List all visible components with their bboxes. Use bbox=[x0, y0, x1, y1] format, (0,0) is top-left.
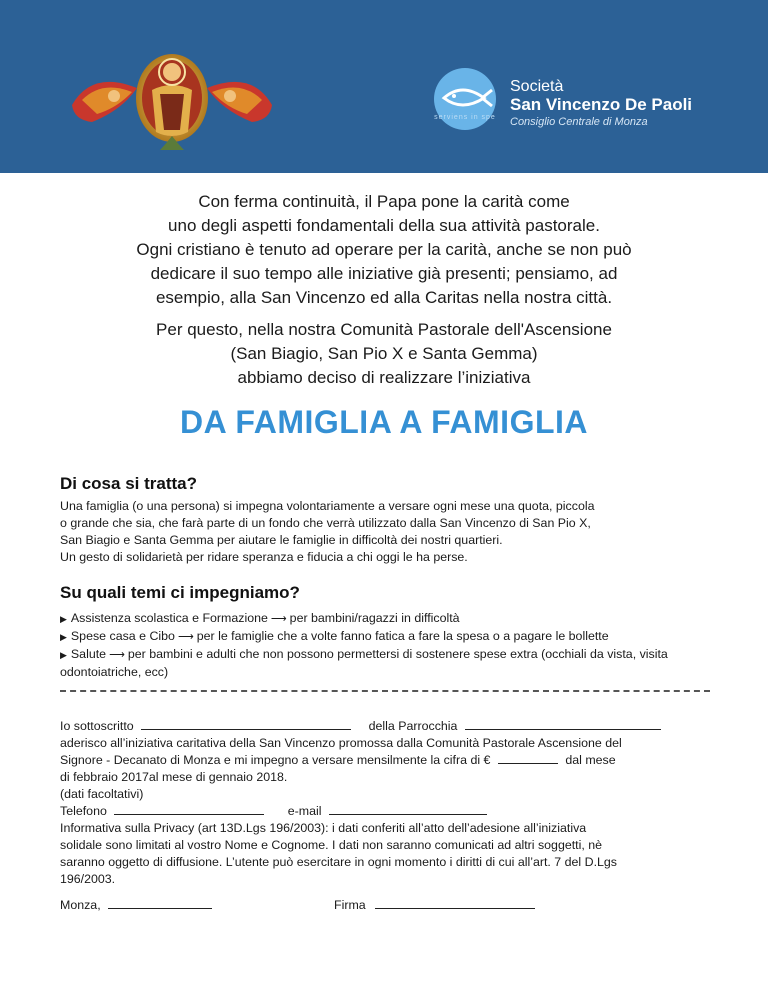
topic-target: per bambini/ragazzi in difficoltà bbox=[289, 611, 460, 625]
body-line: San Biagio e Santa Gemma per aiutare le famiglie in difficoltà dei nostri quartieri. bbox=[60, 533, 503, 547]
organization-name bbox=[510, 78, 692, 130]
section-heading-topics: Su quali temi ci impegniamo? bbox=[60, 583, 300, 602]
org-line-1: Società bbox=[510, 78, 564, 95]
intro-line: Per questo, nella nostra Comunità Pastorale dell'Ascensione bbox=[156, 320, 612, 339]
topic-target: per le famiglie che a volte fanno fatica a fare la spesa o a pagare le bollette bbox=[196, 629, 609, 643]
bullet-triangle-icon: ▶ bbox=[60, 650, 67, 660]
name-field[interactable] bbox=[141, 718, 351, 730]
intro-paragraph-2 bbox=[60, 318, 708, 390]
parish-field[interactable] bbox=[465, 718, 661, 730]
bullet-triangle-icon: ▶ bbox=[60, 632, 67, 642]
signature bbox=[334, 897, 535, 912]
initiative-title: DA FAMIGLIA A FAMIGLIA bbox=[180, 404, 588, 440]
form-line-name bbox=[60, 718, 712, 735]
place-label: Monza, bbox=[60, 898, 101, 912]
privacy-line: saranno oggetto di diffusione. L’utente può esercitare in ogni momento i diritti di cui all’art. 7 del D.Lgs bbox=[60, 855, 617, 869]
phone-field[interactable] bbox=[114, 803, 264, 815]
topic-label: Assistenza scolastica e Formazione bbox=[70, 611, 268, 625]
form-text: Signore - Decanato di Monza e mi impegno a versare mensilmente la cifra di € bbox=[60, 753, 491, 767]
membership-form bbox=[60, 718, 712, 888]
signature-field[interactable] bbox=[375, 897, 535, 909]
christ-in-glory-icon bbox=[52, 50, 292, 150]
form-text: di febbraio 2017al mese di gennaio 2018. bbox=[60, 770, 288, 784]
intro-line: Con ferma continuità, il Papa pone la carità come bbox=[198, 192, 570, 211]
topic-target: per bambini e adulti che non possono permettersi di sostenere spese extra (occhiali da vista, visita odontoiatriche, ecc) bbox=[60, 647, 668, 679]
amount-field[interactable] bbox=[498, 752, 558, 764]
undersigned-label: Io sottoscritto bbox=[60, 719, 134, 733]
email-label: e-mail bbox=[287, 804, 322, 818]
body-line: o grande che sia, che farà parte di un fondo che verrà utilizzato dalla San Vincenzo di San Pio X, bbox=[60, 516, 591, 530]
intro-line: dedicare il suo tempo alle iniziative già presenti; pensiamo, ad bbox=[150, 264, 618, 283]
signature-label: Firma bbox=[334, 898, 366, 912]
phone-label: Telefono bbox=[60, 804, 107, 818]
arrow-right-icon: ⟶ bbox=[270, 613, 287, 625]
email-field[interactable] bbox=[329, 803, 487, 815]
form-line-amount bbox=[60, 752, 712, 769]
intro-line: esempio, alla San Vincenzo ed alla Caritas nella nostra città. bbox=[155, 288, 613, 307]
form-text: aderisco all’iniziativa caritativa della San Vincenzo promossa dalla Comunità Pastorale Ascensione del bbox=[60, 736, 622, 750]
section-what-body bbox=[60, 498, 710, 566]
topic-label: Spese casa e Cibo bbox=[70, 629, 175, 643]
list-item bbox=[60, 628, 712, 646]
intro-line: (San Biagio, San Pio X e Santa Gemma) bbox=[230, 344, 538, 363]
form-line-contact bbox=[60, 803, 712, 820]
date-field[interactable] bbox=[108, 897, 212, 909]
intro-line: uno degli aspetti fondamentali della sua attività pastorale. bbox=[168, 216, 600, 235]
arrow-right-icon: ⟶ bbox=[177, 631, 194, 643]
section-heading-what: Di cosa si tratta? bbox=[60, 474, 197, 493]
body-line: Un gesto di solidarietà per ridare speranza e fiducia a chi oggi le ha perse. bbox=[60, 550, 468, 564]
arrow-right-icon: ⟶ bbox=[109, 649, 125, 661]
intro-paragraph bbox=[60, 190, 708, 310]
cut-line-divider bbox=[60, 690, 710, 692]
topics-list bbox=[60, 610, 712, 681]
privacy-line: 196/2003. bbox=[60, 872, 116, 886]
logo-motto: serviens in spe bbox=[434, 114, 496, 121]
bullet-triangle-icon: ▶ bbox=[60, 614, 67, 624]
topic-label: Salute bbox=[70, 647, 107, 661]
body-line: Una famiglia (o una persona) si impegna volontariamente a versare ogni mese una quota, piccola bbox=[60, 499, 595, 513]
intro-line: Ogni cristiano è tenuto ad operare per la carità, anche se non può bbox=[136, 240, 632, 259]
org-line-2: San Vincenzo De Paoli bbox=[510, 95, 693, 114]
list-item bbox=[60, 610, 712, 628]
privacy-line: Informativa sulla Privacy (art 13D.Lgs 196/2003): i dati conferiti all’atto dell’adesione all’iniziativa bbox=[60, 821, 587, 835]
privacy-line: solidale sono limitati al vostro Nome e Cognome. I dati non saranno comunicati ad altri soggetti, nè bbox=[60, 838, 603, 852]
org-line-3: Consiglio Centrale di Monza bbox=[510, 116, 648, 128]
form-text: dal mese bbox=[565, 753, 616, 767]
intro-line: abbiamo deciso di realizzare l’iniziativa bbox=[237, 368, 531, 387]
place-date bbox=[60, 897, 212, 912]
list-item bbox=[60, 646, 712, 681]
parish-label: della Parrocchia bbox=[368, 719, 458, 733]
optional-note: (dati facoltativi) bbox=[60, 787, 144, 801]
